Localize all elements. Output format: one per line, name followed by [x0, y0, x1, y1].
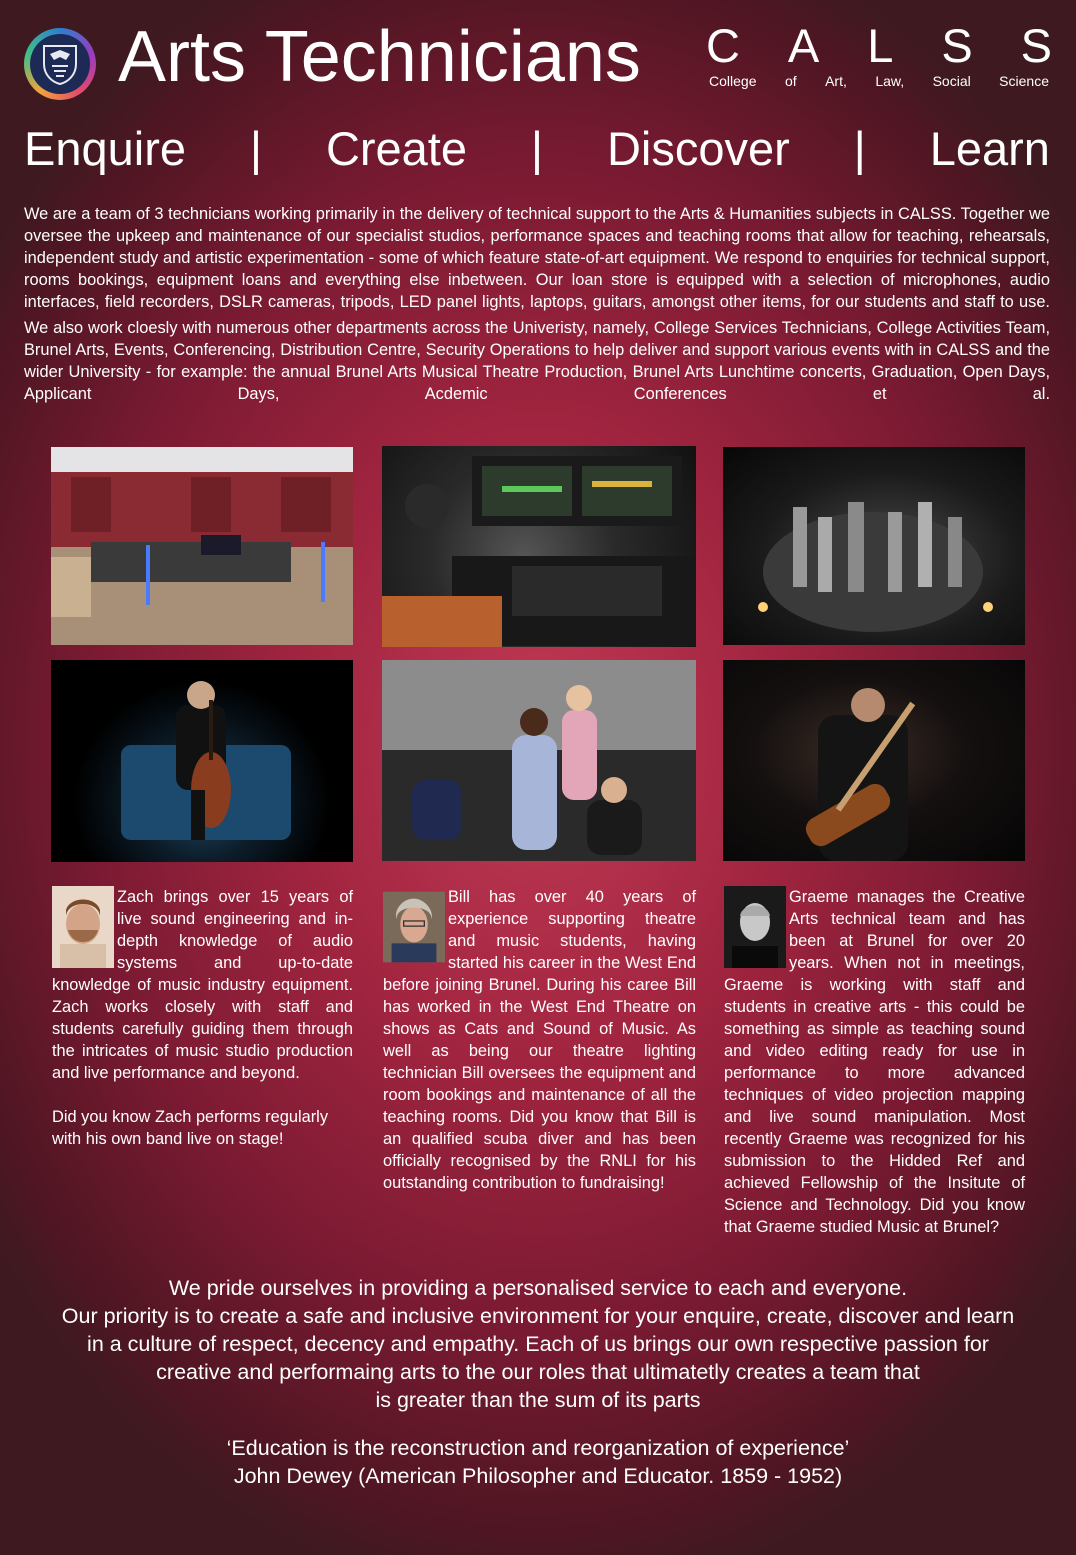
- closing-line: creative and performaing arts to the our roles that ultimatetly creates a team that: [156, 1360, 920, 1384]
- mixing-desk-photo: [382, 446, 696, 647]
- tagline-discover: Discover: [606, 122, 790, 175]
- tagline-enquire: Enquire: [24, 122, 186, 175]
- acronym-letter: L: [867, 19, 894, 72]
- quote-attribution: John Dewey (American Philosopher and Educator. 1859 - 1952): [233, 1464, 843, 1488]
- tagline-learn: Learn: [929, 122, 1050, 175]
- tagline-create: Create: [325, 122, 468, 175]
- intro-text: [24, 203, 1050, 405]
- cellist-photo: [51, 660, 353, 862]
- closing-statement: [20, 1274, 1056, 1414]
- acronym-letter: S: [1020, 19, 1052, 72]
- tagline-separator: |: [530, 122, 544, 175]
- acronym-word: Science: [999, 73, 1049, 89]
- bio-bill: [383, 886, 696, 1194]
- acronym-word: Law,: [875, 73, 905, 89]
- quote-block: [20, 1434, 1056, 1490]
- calss-expansion: [709, 72, 1049, 90]
- acronym-letter: C: [706, 19, 740, 72]
- quote-text: ‘Education is the reconstruction and reorganization of experience’: [226, 1436, 850, 1460]
- bass-guitarist-photo: [723, 660, 1025, 861]
- bio-zach: [52, 886, 353, 1150]
- acronym-word: of: [784, 73, 797, 89]
- closing-line: in a culture of respect, decency and empathy. Each of us brings our own respective passion for: [87, 1332, 989, 1356]
- avatar: [724, 886, 786, 968]
- avatar: [383, 886, 445, 968]
- bio-fact: Did you know Zach performs regularly with his own band live on stage!: [52, 1108, 329, 1148]
- bio-text: Graeme manages the Creative Arts technical team and has been at Brunel for over 20 years. When not in meetings, Graeme is working with staff and students in creative arts - this could be something as simple as teaching sound and video editing ready for use in performance to more advanced techniques of video projection mapping and live sound manipulation. Most recently Graeme was recognized for his submission to the Hidded Ref and achieved Fellowship of the Insitute of Science and Technology. Did you know that Graeme studied Music at Brunel?: [724, 888, 1025, 1236]
- tagline-separator: |: [249, 122, 263, 175]
- page-title: Arts Technicians: [118, 17, 641, 97]
- closing-line: is greater than the sum of its parts: [375, 1388, 701, 1412]
- intro-paragraph: We also work cloesly with numerous other departments across the Univeristy, namely, College Services Technicians, College Activities Team, Brunel Arts, Events, Conferencing, Distribution Centre, Security Operations to help deliver and support various events with in CALSS and the wider University - for example: the annual Brunel Arts Musical Theatre Production, Brunel Arts Lunchtime concerts, Graduation, Open Days, Applicant Days, Acdemic Conferences et al.: [24, 319, 1050, 403]
- closing-line: We pride ourselves in providing a personalised service to each and everyone.: [168, 1276, 908, 1300]
- tagline-nav: [24, 120, 1050, 178]
- theatre-cast-photo: [382, 660, 696, 861]
- recording-studio-photo: [51, 447, 353, 645]
- avatar: [52, 886, 114, 968]
- acronym-word: Art,: [825, 73, 847, 89]
- bio-text: Zach brings over 15 years of live sound engineering and in-depth knowledge of audio systems and up-to-date knowledge of music industry equipment. Zach works closely with staff and students carefully guiding them through the intricates of music studio production and live performance and beyond.: [52, 888, 353, 1082]
- closing-line: Our priority is to create a safe and inclusive environment for your enquire, create, discover and learn: [61, 1304, 1015, 1328]
- acronym-letter: A: [787, 19, 820, 72]
- acronym-word: Social: [932, 73, 971, 89]
- stage-performance-photo: [723, 447, 1025, 645]
- bio-text: Bill has over 40 years of experience supporting theatre and music students, having started his career in the West End before joining Brunel. During his caree Bill has worked in the West End Theatre on shows as Cats and Sound of Music. As well as being our theatre lighting technician Bill oversees the equipment and room bookings and maintenance of all the teaching rooms. Did you know that Bill is an qualified scuba diver and has been officially recognised by the RNLI for his outstanding contribution to fundraising!: [383, 888, 696, 1192]
- acronym-letter: S: [941, 19, 973, 72]
- tagline-separator: |: [853, 122, 866, 175]
- bio-graeme: [724, 886, 1025, 1238]
- acronym-word: College: [709, 73, 757, 89]
- university-crest-icon: [24, 28, 96, 100]
- intro-paragraph: We are a team of 3 technicians working primarily in the delivery of technical support to the Arts & Humanities subjects in CALSS. Together we oversee the upkeep and maintenance of our specialist studios, performance spaces and teaching rooms that allow for teaching, rehearsals, independent study and artistic experimentation - some of which feature state-of-art equipment. We respond to enquiries for technical support, rooms bookings, equipment loans and everything else inbetween. Our loan store is equipped with a selection of microphones, audio interfaces, field recorders, DSLR cameras, tripods, LED panel lights, laptops, guitars, amongst other items, for our students and staff to use.: [24, 205, 1050, 311]
- calss-acronym: [706, 20, 1052, 72]
